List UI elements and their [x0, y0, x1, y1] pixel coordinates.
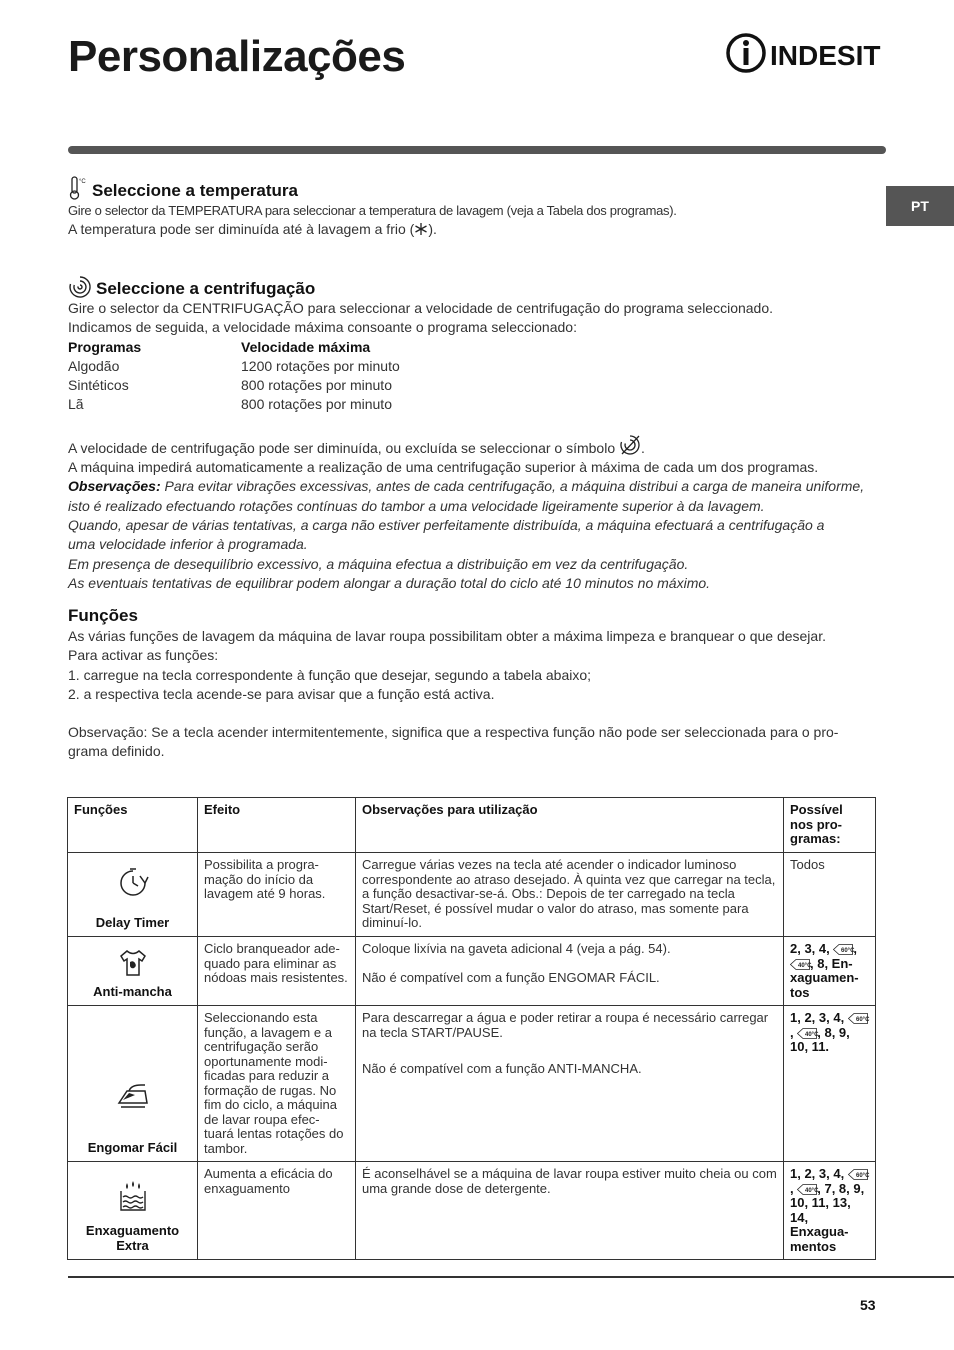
spin-section: [68, 275, 880, 593]
spin-row-speed: 800 rotações por minuto: [241, 396, 392, 413]
page-title: Personalizações: [68, 32, 406, 81]
tag-text: 40°C: [805, 1187, 819, 1194]
obs-line: uma velocidade inferior à programada.: [68, 536, 308, 553]
spin-line-2: Indicamos de seguida, a velocidade máxima consoante o programa seleccionado:: [68, 319, 577, 336]
table-header-row: [68, 798, 876, 853]
table-row: [68, 1162, 876, 1260]
obs-line: Em presença de desequilíbrio excessivo, a máquina efectua a distribuição em vez da centrifugação.: [68, 555, 689, 572]
spin-row-speed: 800 rotações por minuto: [241, 377, 392, 394]
spin-row: [68, 357, 880, 376]
programs-text: , 7, 8, 9, 10, 11, 13, 14, Enxagua- mentos: [790, 1180, 865, 1254]
spin-row: [68, 376, 880, 395]
functions-note-2: grama definido.: [68, 743, 165, 760]
notes-line: Para descarregar a água e poder retirar a roupa é necessário carregar na tecla START/PAUSE.: [362, 1010, 769, 1040]
effect-cell: Ciclo branqueador ade- quado para eliminar as nódoas mais resistentes.: [198, 937, 356, 1006]
spin-reduce-line: [68, 434, 880, 458]
col-speed: Velocidade máxima: [241, 338, 371, 355]
temperature-section: [68, 175, 677, 240]
temp-40-icon: [790, 959, 810, 970]
functions-note-1: Observação: Se a tecla acender intermitentemente, significa que a respectiva função não pode ser seleccionada para o pro-: [68, 724, 839, 741]
temp-60-icon: [833, 944, 853, 955]
programs-cell: 1, 2, 3, 4, 60°C , 40°C , 8, 9, 10, 11.: [784, 1006, 876, 1162]
notes-line: Coloque lixívia na gaveta adicional 4 (veja a pág. 54).: [362, 941, 671, 956]
spin-row-program: Algodão: [68, 357, 120, 374]
th-functions: Funções: [68, 798, 198, 853]
svg-text:°C: °C: [79, 179, 86, 185]
programs-cell: 1, 2, 3, 4, 60°C , 40°C , 7, 8, 9, 10, 11, 13, 14, Enxagua- mentos: [784, 1162, 876, 1260]
spin-row-speed: 1200 rotações por minuto: [241, 357, 400, 374]
programs-text: 1, 2, 3, 4,: [790, 1166, 845, 1181]
functions-section: [68, 606, 880, 762]
snowflake-icon: [414, 222, 428, 236]
programs-text: 1, 2, 3, 4,: [790, 1010, 845, 1025]
functions-table: [67, 797, 876, 1260]
temperature-line-1: Gire o selector da TEMPERATURA para seleccionar a temperatura de lavagem (veja a Tabela dos programas).: [68, 203, 677, 218]
functions-step-2: 2. a respectiva tecla acende-se para avisar que a função está activa.: [68, 685, 495, 702]
brand-text: INDESIT: [770, 40, 881, 71]
temperature-line-2-pre: A temperatura pode ser diminuída até à lavagem a frio (: [68, 221, 415, 238]
temp-40-icon: [797, 1028, 817, 1039]
programs-cell: 2, 3, 4, 60°C , 40°C , 8, En- xaguamen- tos: [784, 937, 876, 1006]
iron-icon: [115, 1081, 151, 1111]
temp-60-icon: [848, 1169, 868, 1180]
tag-text: 60°C: [855, 1017, 870, 1024]
temp-60-icon: [848, 1013, 868, 1024]
th-notes: Observações para utilização: [356, 798, 784, 853]
delay-timer-icon: [116, 866, 150, 900]
function-cell: [68, 853, 198, 937]
programs-text: , 8, En- xaguamen- tos: [790, 955, 859, 1000]
temperature-heading: Seleccione a temperatura: [92, 181, 298, 200]
spin-table-header: [68, 338, 880, 357]
header-rule: [68, 146, 886, 154]
spin-icon: [68, 275, 92, 299]
tag-text: 40°C: [798, 962, 812, 969]
functions-table-wrap: [67, 797, 876, 1260]
spin-reduce-pre: A velocidade de centrifugação pode ser diminuída, ou excluída se seleccionar o símbolo: [68, 439, 616, 456]
programs-cell: Todos: [784, 853, 876, 937]
page-number: 53: [860, 1297, 876, 1313]
spin-observations: [68, 477, 880, 593]
function-name: Anti-mancha: [93, 983, 172, 999]
spin-line-1: Gire o selector da CENTRIFUGAÇÃO para seleccionar a velocidade de centrifugação do programa seleccionado.: [68, 300, 774, 316]
functions-p2: Para activar as funções:: [68, 647, 219, 664]
table-row: [68, 1006, 876, 1162]
programs-text: 2, 3, 4,: [790, 941, 830, 956]
functions-heading: Funções: [68, 606, 138, 625]
temp-40-icon: [797, 1184, 817, 1195]
language-tab: PT: [886, 186, 954, 226]
notes-line: Não é compatível com a função ENGOMAR FÁCIL.: [362, 969, 660, 985]
notes-cell: [356, 1006, 784, 1162]
spin-row-program: Lã: [68, 396, 84, 413]
table-row: [68, 853, 876, 937]
spin-reduce-post: .: [641, 439, 645, 456]
col-programs: Programas: [68, 338, 142, 355]
spin-limit: A máquina impedirá automaticamente a realização de uma centrifugação superior à máxima de cada um dos programas.: [68, 459, 819, 476]
notes-cell: [356, 937, 784, 1006]
functions-step-1: 1. carregue na tecla correspondente à função que desejar, segundo a tabela abaixo;: [68, 666, 592, 683]
spin-row: [68, 395, 880, 414]
effect-cell: Seleccionando esta função, a lavagem e a centrifugação serão oportunamente modi- ficadas para reduzir a formação de rugas. No fim do ciclo, a máquina de lavar roupa efec- tuará lentas rotações do tambor.: [198, 1006, 356, 1162]
obs-line: Quando, apesar de várias tentativas, a carga não estiver perfeitamente distribuída, a máquina efectuará a centrifugação a: [68, 516, 825, 533]
no-spin-icon: [619, 434, 641, 456]
thermometer-icon: [68, 175, 88, 201]
function-cell: [68, 1162, 198, 1260]
stain-shirt-icon: [118, 948, 148, 978]
effect-cell: Aumenta a eficácia do enxaguamento: [198, 1162, 356, 1260]
spin-row-program: Sintéticos: [68, 377, 129, 394]
function-name: Engomar Fácil: [87, 1139, 178, 1155]
tag-text: 60°C: [855, 1173, 870, 1180]
effect-cell: Possibilita a progra- mação do início da lavagem até 9 horas.: [198, 853, 356, 937]
function-cell: [68, 1006, 198, 1162]
table-row: [68, 937, 876, 1006]
th-programs: Possível nos pro- gramas:: [784, 798, 876, 853]
notes-line: Não é compatível com a função ANTI-MANCHA.: [362, 1061, 642, 1076]
footer-rule: [68, 1276, 954, 1278]
function-cell: [68, 937, 198, 1006]
spin-heading: Seleccione a centrifugação: [96, 279, 316, 298]
obs-line: isto é realizado efectuando rotações contínuas do tambor a uma velocidade ligeiramente superior à da lavagem.: [68, 497, 765, 514]
function-name: Delay Timer: [95, 914, 170, 930]
temperature-line-2-post: ).: [428, 221, 437, 238]
programs-text: , 8, 9, 10, 11.: [790, 1024, 850, 1054]
functions-p1: As várias funções de lavagem da máquina de lavar roupa possibilitam obter a máxima limpeza e branquear o que desejar.: [68, 628, 826, 644]
obs-line: As eventuais tentativas de equilibrar podem alongar a duração total do ciclo até 10 minutos no máximo.: [68, 574, 711, 591]
temperature-line-2: [68, 220, 677, 239]
tag-text: 60°C: [841, 948, 855, 955]
obs-line: Para evitar vibrações excessivas, antes de cada centrifugação, a máquina distribui a carga de maneira uniforme,: [160, 478, 865, 495]
extra-rinse-icon: [118, 1181, 148, 1213]
notes-cell: É aconselhável se a máquina de lavar roupa estiver muito cheia ou com uma grande dose de detergente.: [356, 1162, 784, 1260]
obs-label: Observações:: [68, 478, 161, 495]
indesit-logo: [726, 32, 888, 74]
th-effect: Efeito: [198, 798, 356, 853]
notes-cell: Carregue várias vezes na tecla até acender o indicador luminoso correspondente ao atraso desejado. À quinta vez que carregar na tecla, a função desactivar-se-á. Obs.: Depois de ter carregado na tecla Start/Reset, é possível mudar o valor do atraso, mas somente para diminuí-lo.: [356, 853, 784, 937]
function-name: Enxaguamento Extra: [85, 1223, 180, 1253]
tag-text: 40°C: [805, 1031, 819, 1038]
